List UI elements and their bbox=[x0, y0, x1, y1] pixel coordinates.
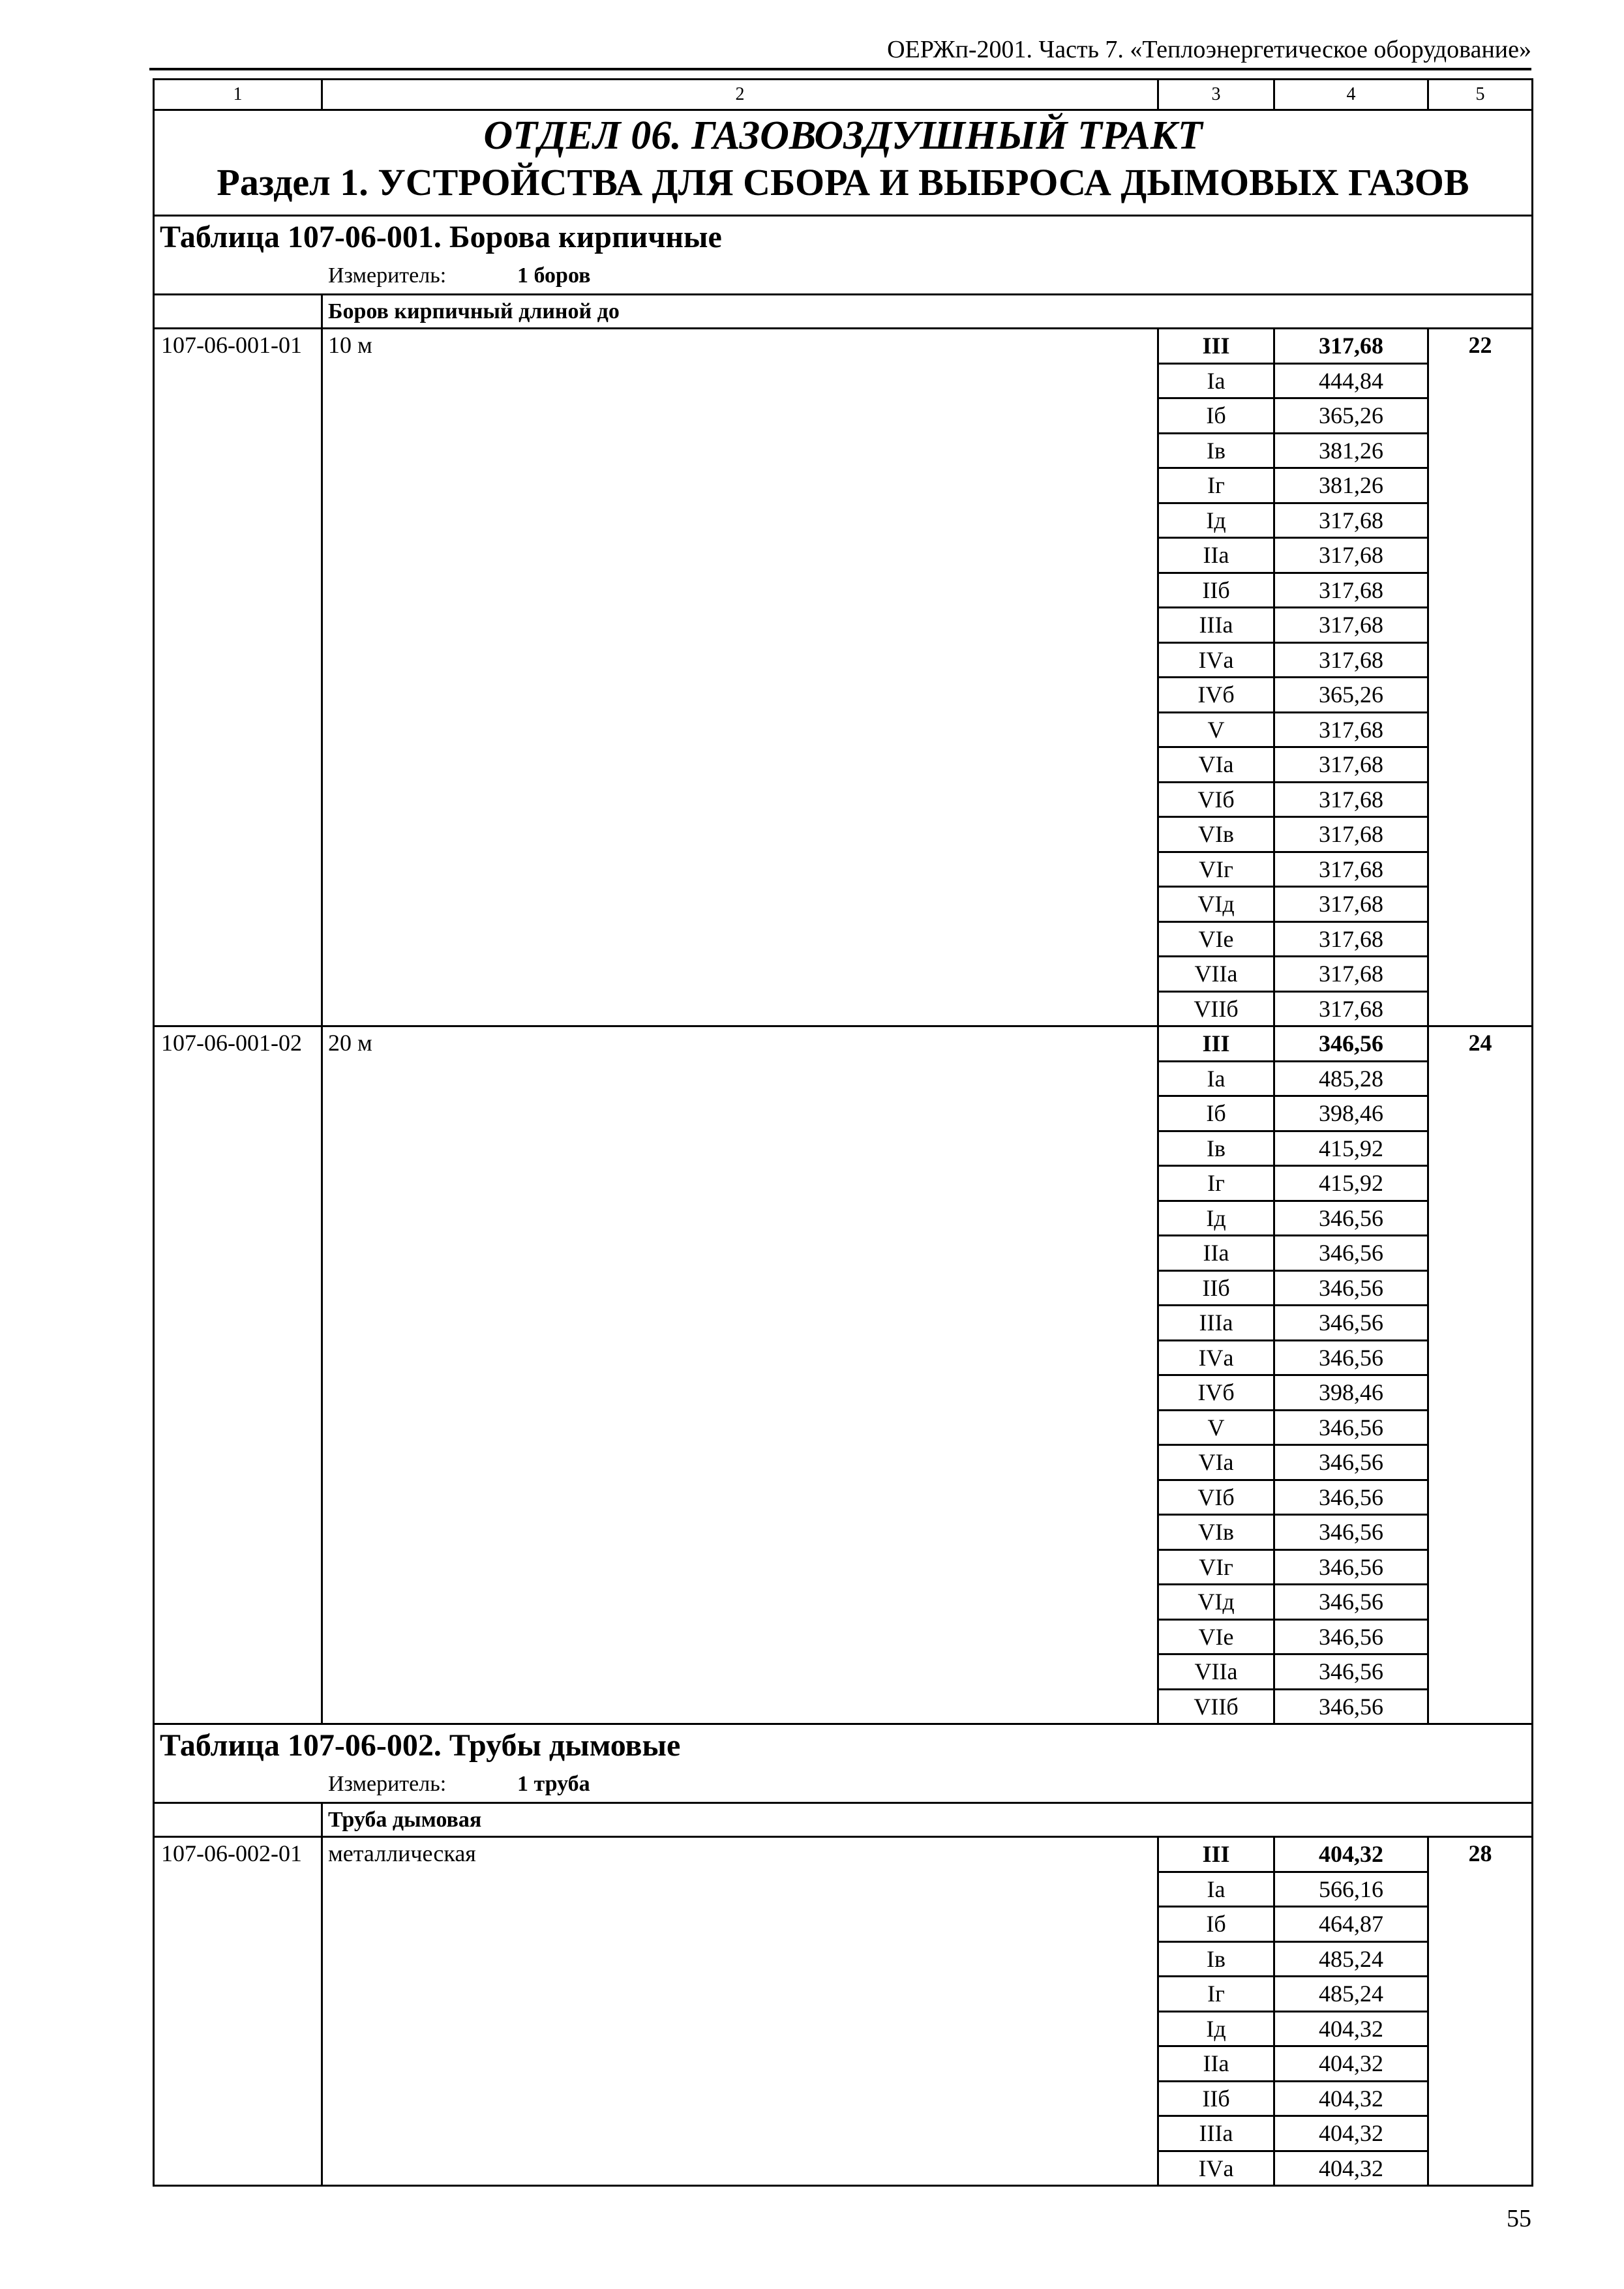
item-description: 20 м bbox=[322, 1026, 1158, 1724]
table-title: Таблица 107-06-002. Трубы дымовые bbox=[160, 1728, 681, 1763]
price-cell: 346,56 bbox=[1274, 1585, 1428, 1620]
subheading-row bbox=[154, 295, 1533, 329]
price-cell: 346,56 bbox=[1274, 1306, 1428, 1341]
column-number: 3 bbox=[1158, 80, 1274, 110]
price-cell: 346,56 bbox=[1274, 1689, 1428, 1724]
subheading: Труба дымовая bbox=[322, 1803, 1533, 1837]
meter-label: Измеритель: bbox=[328, 263, 447, 288]
zone-cell: IVа bbox=[1158, 642, 1274, 678]
section-banner-cell bbox=[154, 110, 1533, 216]
zone-cell: VIв bbox=[1158, 1515, 1274, 1550]
table-title-cell bbox=[154, 1724, 1533, 1803]
price-cell: 346,56 bbox=[1274, 1619, 1428, 1654]
zone-cell: IIа bbox=[1158, 2046, 1274, 2082]
item-code: 107-06-001-01 bbox=[154, 329, 322, 1026]
department-title: ОТДЕЛ 06. ГАЗОВОЗДУШНЫЙ ТРАКТ bbox=[483, 113, 1203, 158]
zone-cell: IVб bbox=[1158, 678, 1274, 713]
price-cell: 346,56 bbox=[1274, 1410, 1428, 1445]
table-title-row bbox=[154, 216, 1533, 295]
item-description: 10 м bbox=[322, 329, 1158, 1026]
price-cell: 415,92 bbox=[1274, 1166, 1428, 1201]
meter-label: Измеритель: bbox=[328, 1772, 447, 1796]
zone-cell: VIд bbox=[1158, 1585, 1274, 1620]
price-cell: 317,68 bbox=[1274, 921, 1428, 957]
zone-cell: V bbox=[1158, 712, 1274, 747]
price-cell: 404,32 bbox=[1274, 1837, 1428, 1872]
subheading-row bbox=[154, 1803, 1533, 1837]
column-number: 2 bbox=[322, 80, 1158, 110]
price-cell: 346,56 bbox=[1274, 1549, 1428, 1585]
price-cell: 346,56 bbox=[1274, 1445, 1428, 1480]
zone-cell: IIб bbox=[1158, 1270, 1274, 1306]
zone-cell: Iд bbox=[1158, 503, 1274, 538]
zone-cell: IVа bbox=[1158, 1340, 1274, 1375]
zone-cell: Iб bbox=[1158, 1907, 1274, 1942]
price-cell: 317,68 bbox=[1274, 608, 1428, 643]
price-cell: 398,46 bbox=[1274, 1375, 1428, 1411]
zone-cell: IIIа bbox=[1158, 1306, 1274, 1341]
zone-cell: Iа bbox=[1158, 1872, 1274, 1907]
price-cell: 346,56 bbox=[1274, 1236, 1428, 1271]
zone-cell: VIа bbox=[1158, 747, 1274, 783]
item-number: 22 bbox=[1428, 329, 1533, 1026]
zone-cell: III bbox=[1158, 329, 1274, 364]
item-code: 107-06-002-01 bbox=[154, 1837, 322, 2186]
price-cell: 346,56 bbox=[1274, 1270, 1428, 1306]
price-cell: 381,26 bbox=[1274, 433, 1428, 468]
zone-cell: VIе bbox=[1158, 921, 1274, 957]
subheading: Боров кирпичный длиной до bbox=[322, 295, 1533, 329]
zone-cell: IIIа bbox=[1158, 608, 1274, 643]
price-cell: 404,32 bbox=[1274, 2081, 1428, 2116]
zone-cell: IIа bbox=[1158, 538, 1274, 573]
price-cell: 444,84 bbox=[1274, 363, 1428, 398]
price-cell: 317,68 bbox=[1274, 573, 1428, 608]
price-cell: 317,68 bbox=[1274, 503, 1428, 538]
price-cell: 346,56 bbox=[1274, 1026, 1428, 1062]
zone-cell: VIб bbox=[1158, 782, 1274, 817]
zone-cell: VIа bbox=[1158, 1445, 1274, 1480]
price-cell: 317,68 bbox=[1274, 747, 1428, 783]
zone-cell: Iд bbox=[1158, 2011, 1274, 2046]
column-number: 4 bbox=[1274, 80, 1428, 110]
zone-cell: Iб bbox=[1158, 398, 1274, 434]
price-table-body bbox=[154, 80, 1533, 2186]
zone-cell: IVа bbox=[1158, 2151, 1274, 2186]
zone-cell: Iг bbox=[1158, 1977, 1274, 2012]
section-title: Раздел 1. УСТРОЙСТВА ДЛЯ СБОРА И ВЫБРОСА ДЫМОВЫХ ГАЗОВ bbox=[217, 161, 1469, 203]
item-number: 24 bbox=[1428, 1026, 1533, 1724]
zone-cell: Iв bbox=[1158, 433, 1274, 468]
price-row bbox=[154, 1026, 1533, 1062]
zone-cell: VIг bbox=[1158, 1549, 1274, 1585]
zone-cell: VIIа bbox=[1158, 1654, 1274, 1690]
price-cell: 317,68 bbox=[1274, 329, 1428, 364]
column-number: 1 bbox=[154, 80, 322, 110]
zone-cell: IIб bbox=[1158, 2081, 1274, 2116]
price-cell: 317,68 bbox=[1274, 538, 1428, 573]
price-cell: 404,32 bbox=[1274, 2151, 1428, 2186]
price-cell: 485,24 bbox=[1274, 1977, 1428, 2012]
item-code: 107-06-001-02 bbox=[154, 1026, 322, 1724]
subheading-code-cell bbox=[154, 295, 322, 329]
price-cell: 317,68 bbox=[1274, 852, 1428, 887]
meter-value: 1 труба bbox=[517, 1772, 590, 1796]
price-cell: 415,92 bbox=[1274, 1131, 1428, 1166]
price-cell: 346,56 bbox=[1274, 1340, 1428, 1375]
page-number: 55 bbox=[1507, 2205, 1531, 2232]
zone-cell: VIIа bbox=[1158, 957, 1274, 992]
zone-cell: Iг bbox=[1158, 1166, 1274, 1201]
zone-cell: V bbox=[1158, 1410, 1274, 1445]
meter-value: 1 боров bbox=[517, 263, 591, 288]
zone-cell: VIе bbox=[1158, 1619, 1274, 1654]
zone-cell: Iд bbox=[1158, 1201, 1274, 1236]
price-cell: 317,68 bbox=[1274, 782, 1428, 817]
price-cell: 404,32 bbox=[1274, 2011, 1428, 2046]
price-cell: 346,56 bbox=[1274, 1654, 1428, 1690]
subheading-code-cell bbox=[154, 1803, 322, 1837]
zone-cell: Iа bbox=[1158, 1061, 1274, 1096]
price-cell: 346,56 bbox=[1274, 1515, 1428, 1550]
column-number-row bbox=[154, 80, 1533, 110]
price-cell: 485,24 bbox=[1274, 1941, 1428, 1977]
section-banner bbox=[154, 110, 1533, 216]
table-title-row bbox=[154, 1724, 1533, 1803]
price-cell: 404,32 bbox=[1274, 2046, 1428, 2082]
price-cell: 317,68 bbox=[1274, 887, 1428, 922]
zone-cell: VIIб bbox=[1158, 1689, 1274, 1724]
table-title-cell bbox=[154, 216, 1533, 295]
price-cell: 365,26 bbox=[1274, 398, 1428, 434]
price-cell: 566,16 bbox=[1274, 1872, 1428, 1907]
running-header: ОЕРЖп-2001. Часть 7. «Теплоэнергетическое оборудование» bbox=[887, 36, 1531, 63]
zone-cell: Iг bbox=[1158, 468, 1274, 503]
price-table bbox=[153, 78, 1533, 2187]
price-cell: 346,56 bbox=[1274, 1480, 1428, 1515]
price-cell: 317,68 bbox=[1274, 957, 1428, 992]
zone-cell: VIв bbox=[1158, 817, 1274, 852]
price-cell: 464,87 bbox=[1274, 1907, 1428, 1942]
column-number: 5 bbox=[1428, 80, 1533, 110]
zone-cell: III bbox=[1158, 1837, 1274, 1872]
zone-cell: Iа bbox=[1158, 363, 1274, 398]
zone-cell: III bbox=[1158, 1026, 1274, 1062]
price-cell: 365,26 bbox=[1274, 678, 1428, 713]
zone-cell: VIб bbox=[1158, 1480, 1274, 1515]
price-cell: 404,32 bbox=[1274, 2116, 1428, 2151]
price-cell: 398,46 bbox=[1274, 1096, 1428, 1131]
price-row bbox=[154, 329, 1533, 364]
item-description: металлическая bbox=[322, 1837, 1158, 2186]
price-cell: 317,68 bbox=[1274, 642, 1428, 678]
price-row bbox=[154, 1837, 1533, 1872]
zone-cell: VIIб bbox=[1158, 991, 1274, 1026]
zone-cell: VIд bbox=[1158, 887, 1274, 922]
price-cell: 485,28 bbox=[1274, 1061, 1428, 1096]
meter-line bbox=[155, 1767, 1531, 1802]
price-cell: 346,56 bbox=[1274, 1201, 1428, 1236]
item-number: 28 bbox=[1428, 1837, 1533, 2186]
zone-cell: IIа bbox=[1158, 1236, 1274, 1271]
price-cell: 317,68 bbox=[1274, 712, 1428, 747]
zone-cell: VIг bbox=[1158, 852, 1274, 887]
zone-cell: Iв bbox=[1158, 1941, 1274, 1977]
zone-cell: IIIа bbox=[1158, 2116, 1274, 2151]
table-title: Таблица 107-06-001. Борова кирпичные bbox=[160, 220, 722, 254]
zone-cell: IIб bbox=[1158, 573, 1274, 608]
meter-line bbox=[155, 258, 1531, 293]
price-cell: 381,26 bbox=[1274, 468, 1428, 503]
price-cell: 317,68 bbox=[1274, 817, 1428, 852]
header-rule bbox=[149, 68, 1531, 70]
zone-cell: Iб bbox=[1158, 1096, 1274, 1131]
price-cell: 317,68 bbox=[1274, 991, 1428, 1026]
zone-cell: Iв bbox=[1158, 1131, 1274, 1166]
zone-cell: IVб bbox=[1158, 1375, 1274, 1411]
